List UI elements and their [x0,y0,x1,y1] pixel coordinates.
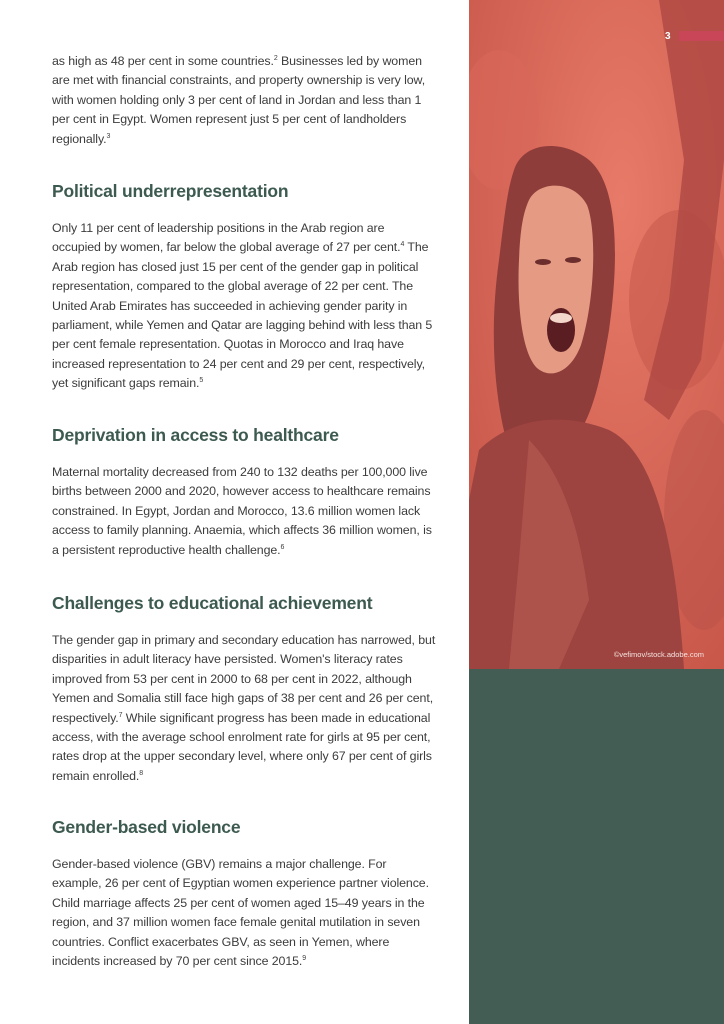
section-political [52,180,436,394]
intro-paragraph: as high as 48 per cent in some countries.$^2$ Businesses led by women are met with financial constraints, and property ownership is very low, with women holding only 3 per cent of land in Jordan and less than 1 per cent in Egypt. Women represent just 5 per cent of landholders regionally.$^3$ [52,54,426,146]
section-paragraph: Maternal mortality decreased from 240 to 132 deaths per 100,000 live births between 2000 and 2020, however access to healthcare remains constrained. In Egypt, Jordan and Morocco, 13.6 million women lack access to family planning. Anaemia, which affects 36 million women, is a persistent reproductive health challenge.$^6$ [52,465,432,557]
section-heading: Challenges to educational achievement [52,593,373,613]
protest-photo [469,0,724,669]
section-heading: Deprivation in access to healthcare [52,425,339,445]
right-side-panel [469,0,724,1024]
section-education [52,592,436,786]
section-heading: Gender-based violence [52,817,241,837]
page-number-accent-bar [679,31,724,41]
section-gbv [52,816,436,971]
protest-photo-illustration [469,0,724,669]
section-heading: Political underrepresentation [52,181,289,201]
green-color-block [469,669,724,1024]
photo-credit: ©vefimov/stock.adobe.com [613,650,704,659]
section-paragraph: Gender-based violence (GBV) remains a major challenge. For example, 26 per cent of Egyptian women experience partner violence. Child marriage affects 25 per cent of women aged 15–49 years in the region, and 37 million women face female genital mutilation in seven countries. Conflict exacerbates GBV, as seen in Yemen, where incidents increased by 70 per cent since 2015.$^9$ [52,857,429,969]
section-paragraph: The gender gap in primary and secondary education has narrowed, but disparities in adult literacy have persisted. Women's literacy rates improved from 53 per cent in 2000 to 68 per cent in 2022, although Yemen and Somalia still face high gaps of 38 per cent and 26 per cent, respectively.$^7$ While significant progress has been made in educational access, with the average school enrolment rate for girls at 95 per cent, rates drop at the upper secondary level, where only 67 per cent of girls remain enrolled.$^8$ [52,633,436,783]
section-paragraph: Only 11 per cent of leadership positions in the Arab region are occupied by women, far below the global average of 27 per cent.$^4$ The Arab region has closed just 15 per cent of the gender gap in political representation, compared to the global average of 22 per cent. The United Arab Emirates has succeeded in achieving gender parity in parliament, while Yemen and Qatar are lagging behind with less than 5 per cent female representation. Quotas in Morocco and Iraq have increased representation to 24 per cent and 29 per cent, respectively, yet significant gaps remain.$^5$ [52,221,433,391]
page-number: 3 [665,31,671,42]
section-healthcare [52,424,436,560]
